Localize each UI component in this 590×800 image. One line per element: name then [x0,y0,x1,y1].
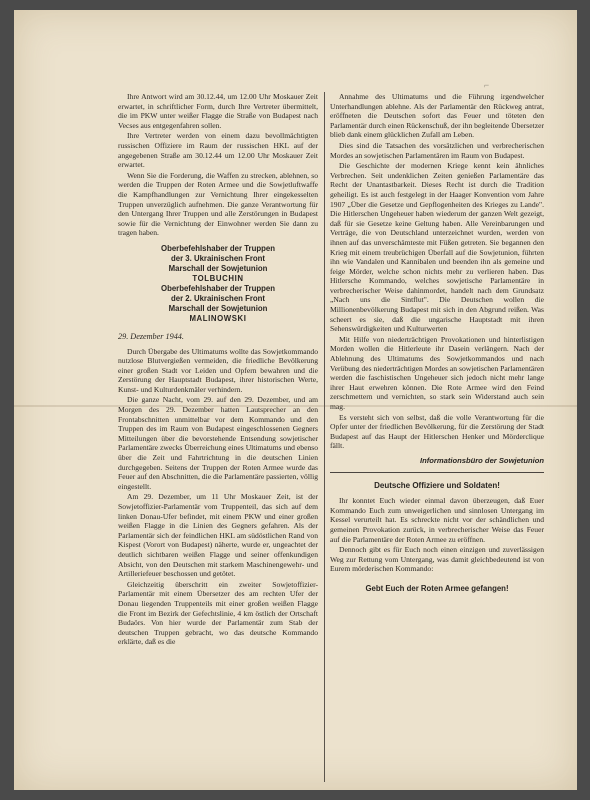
left-paragraph-3: Wenn Sie die Forderung, die Waffen zu strecken, ablehnen, so werden die Truppen der Roten Armee und die Sowjetluftwaffe die Kampfhandlungen zur Vernichtung Ihrer eingekesselten Truppen unverzüglich aufnehmen. Die ganze Verantwortung für den Untergang Ihrer Truppen und alle Zerstörungen in Budapest sowie für die Vernichtung der Einwohner werden Sie dann zu tragen haben. [118,170,318,238]
signature-line: Marschall der Sowjetunion [168,263,268,273]
left-paragraph-7: Gleichzeitig überschritt ein zweiter Sowjetoffizier-Parlamentär mit einem Übersetzer des am rechten Ufer der Donau liegenden Truppenteils mit einer großen weißen Flagge die Front im Bezirk der Gefechtslinie, 4 km östlich der Ortschaft Budaörs. Von hier wurde der Parlamentär zum Stab der deutschen Truppen gebracht, wo das deutsche Kommando erklärte, daß es die [118,579,318,647]
right-paragraph-5: Es versteht sich von selbst, daß die volle Verantwortung für die Opfer unter der friedlichen Bevölkerung, für die Zerstörung der Stadt Budapest auf das Haupt der Hitlerschen Henker und Mörderclique fällt. [330,412,544,451]
signature-line: der 3. Ukrainischen Front [170,253,266,263]
signature-line: der 2. Ukrainischen Front [170,293,266,303]
right-paragraph-4: Mit Hilfe von niederträchtigen Provokationen und hinterlistigen Morden wollen die Hitlerleute ihr Dasein verlängern. Nach der Ablehnung des Ultimatums des Sowjetkommandos und nach Verübung des niederträchtigen Mordes an sowjetischen Parlamentären werden die faschistischen Ungeheuer sich jedoch nicht mehr lange ihrer Haut erwehren können. Die Rote Armee wird den Feind zerschmettern und vernichten, so stark sein Widerstand auch sein mag. [330,334,544,411]
leaflet-page [14,10,577,790]
right-paragraph-2: Dies sind die Tatsachen des vorsätzlichen und verbrecherischen Mordes an sowjetischen Parlamentären im Raum von Budapest. [330,140,544,160]
signature-name-tolbuchin: TOLBUCHIN [192,273,244,283]
signature-line: Oberbefehlshaber der Truppen [161,243,275,253]
appeal-heading: Deutsche Offiziere und Soldaten! [374,480,500,490]
section-divider [330,472,544,473]
bureau-signature: Informationsbüro der Sowjetunion [419,455,544,465]
left-paragraph-6: Am 29. Dezember, um 11 Uhr Moskauer Zeit, ist der Sowjetoffizier-Parlamentär vom Truppenteil, das sich auf dem linken Donau-Ufer befindet, mit einem PKW und einer großen weißen Flagge in die Linien des Gegners gefahren. Als der Parlamentär sich der feindlichen HKL am südöstlichen Rand von Kispest (Vorort von Budapest) näherte, wurde er, ungeachtet der deutlich sichtbaren weißen Flagge und seiner offenkundigen Absicht, von den Deutschen mit starkem Maschinengewehr- und Artilleriefeuer beschossen und getötet. [118,492,318,579]
right-column [330,92,544,594]
signature-block [118,244,318,324]
dateline: 29. Dezember 1944. [118,331,184,341]
appeal-paragraph-1: Ihr konntet Euch wieder einmal davon überzeugen, daß Euer Kommando Euch zum unweigerlichen und sinnlosen Untergang im Kessel verurteilt hat. Es schreckte nicht vor der schändlichen und gemeinen Provokation zurück, in verbrecherischer Weise das Feuer auf die Parlamentäre der Roten Armee zu eröffnen. [330,496,544,544]
signature-name-malinowski: MALINOWSKI [189,313,247,323]
left-paragraph-4: Durch Übergabe des Ultimatums wollte das Sowjetkommando nutzlose Blutvergießen vermeiden, die friedliche Bevölkerung einer großen Stadt vor Leiden und Opfern bewahren und die Zerstörung der Hauptstadt Budapest, ihrer historischen Werte, Kunst- und Kulturdenkmäler verhindern. [118,346,318,394]
column-divider [324,92,325,782]
signature-line: Marschall der Sowjetunion [168,303,268,313]
appeal-paragraph-2: Dennoch gibt es für Euch noch einen einzigen und zuverlässigen Weg zur Rettung vom Untergang, was damit gleichbedeutend ist von Eurem mörderischen Kommando: [330,545,544,574]
signature-line: Oberbefehlshaber der Truppen [161,283,275,293]
left-column [118,92,318,647]
left-paragraph-5: Die ganze Nacht, vom 29. auf den 29. Dezember, und am Morgen des 29. Dezember hatten Lautsprecher an den Frontabschnitten unmittelbar vor dem Kommando und den Truppen des im Raum von Budapest eingeschlossenen Gegners Mitteilungen über die bevorstehende Entsendung sowjetischer Parlamentäre zwecks Überreichung eines Ultimatums und ebenso über die Zeit und Fahrtrichtung in die deutschen Linien durchgegeben. Seitens der Truppen der Roten Armee wurde das Feuer auf den Abschnitten, die die Parlamentäre passierten, völlig eingestellt. [118,395,318,491]
right-paragraph-1: Annahme des Ultimatums und die Führung irgendwelcher Unterhandlungen ablehne. Als der Parlamentär den Rückweg antrat, eröffneten die Deutschen sofort das Feuer und töteten den Parlamentär durch einen Rückenschuß, der ihn begleitende Übersetzer blieb dank einem glücklichen Zufall am Leben. [330,92,544,140]
left-paragraph-2: Ihre Vertreter werden von einem dazu bevollmächtigten russischen Offiziere im Raum der russischen HKL auf der angegebenen Straße am 30.12.44 um 12.00 Uhr Moskauer Zeit erwartet. [118,131,318,170]
right-paragraph-3: Die Geschichte der modernen Kriege kennt kein ähnliches Verbrechen. Seit undenklichen Zeiten genießen Parlamentäre das Recht der Unantastbarkeit. Dieses Recht ist durch die Tradition geheiligt. Es ist auch festgelegt in der Haager Konvention vom Jahre 1907 „Über die Gesetze und Gepflogenheiten des Krieges zu Lande". Die Hitlerschen Ungeheuer haben wiederum der ganzen Welt gezeigt, daß für sie Gesetze keine Geltung haben. Alle Vereinbarungen und Verträge, die von Deutschland unterzeichnet wurden, werden von ihnen auf das unverschämteste mit Füßen getreten. Sie begannen den Krieg mit einem treubrüchigen Überfall auf die Sowjetunion, führten ihn wie Vandalen und Kannibalen und beenden ihn als gemeine und feige Mörder, welche schon nichts mehr zu verlieren haben. Das Hitlersche Kommando, welches sowjetische Parlamentäre in verbrecherischer Weise dahinmordet, handelt nach dem Grundsatz „Nach uns die Sintflut". Die Deutschen wollen die Millionenbevölkerung Budapest mit sich in den Abgrund reißen. Was scheert es sie, daß die ungarische Hauptstadt mit ihren Sehenswürdigkeiten und Kulturwerten [330,161,544,334]
appeal-closing: Gebt Euch der Roten Armee gefangen! [365,583,509,593]
left-paragraph-1: Ihre Antwort wird am 30.12.44, um 12.00 Uhr Moskauer Zeit erwartet, in schriftlicher Form, durch Ihre Vertreter übermittelt, die im PKW unter weißer Flagge die Straße von Budapest nach Vecses aus entgegenfahren sollen. [118,92,318,130]
printed-mark-icon: ⌐ [484,80,490,90]
